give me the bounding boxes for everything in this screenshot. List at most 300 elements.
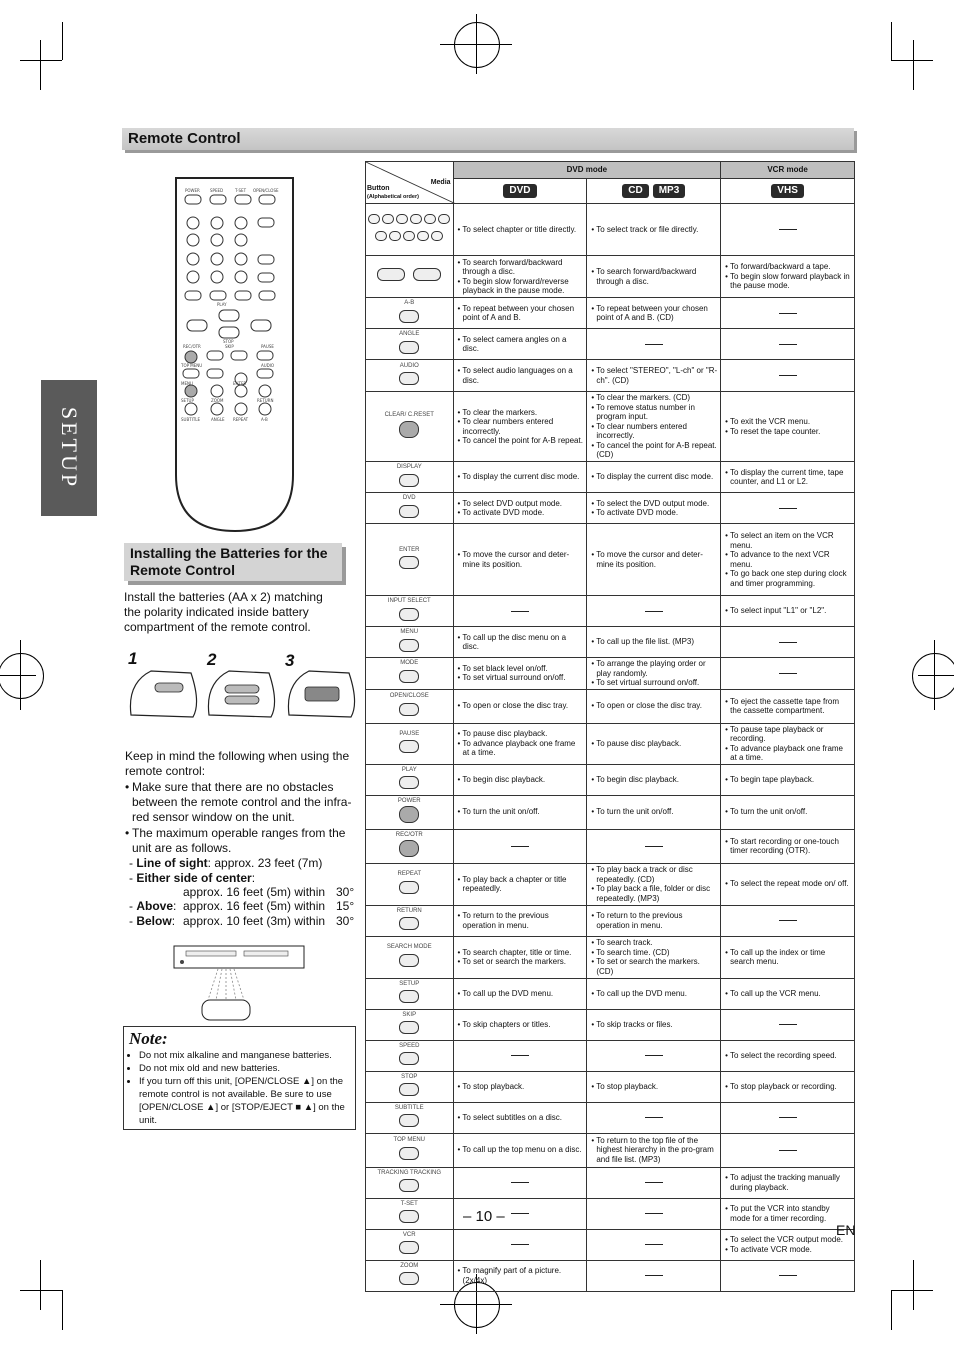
function-item: • To reset the tape counter. bbox=[730, 427, 851, 437]
setup-tab-label: SETUP bbox=[57, 406, 82, 490]
fast-forward-icon bbox=[413, 268, 441, 281]
button-name: SETUP bbox=[399, 980, 420, 987]
number-button-icon bbox=[382, 214, 394, 224]
function-cell bbox=[453, 204, 587, 256]
function-cell bbox=[721, 1009, 855, 1040]
function-cell bbox=[587, 1198, 721, 1229]
remote-button-icon bbox=[399, 639, 419, 652]
remote-button-icon bbox=[399, 608, 419, 621]
function-cell bbox=[721, 329, 855, 360]
dvd-logo-cell bbox=[453, 179, 587, 204]
function-cell bbox=[453, 1133, 587, 1167]
button-cell bbox=[366, 1102, 454, 1133]
crop-mark bbox=[913, 1260, 914, 1310]
function-item: • To open or close the disc tray. bbox=[463, 701, 584, 711]
function-list bbox=[724, 725, 851, 763]
svg-text:REC/OTR: REC/OTR bbox=[183, 344, 201, 349]
function-cell bbox=[721, 204, 855, 256]
function-list bbox=[590, 267, 717, 286]
function-item: • To skip chapters or titles. bbox=[463, 1020, 584, 1030]
function-list bbox=[457, 911, 584, 930]
function-item: • To search chapter, title or time. bbox=[463, 948, 584, 958]
function-cell bbox=[587, 627, 721, 658]
svg-text:SKIP: SKIP bbox=[225, 344, 234, 349]
function-cell bbox=[587, 905, 721, 936]
function-item: • To cancel the point for A-B repeat. (CD) bbox=[596, 441, 717, 460]
button-cell bbox=[366, 204, 454, 256]
function-cell bbox=[721, 978, 855, 1009]
svg-text:PAUSE: PAUSE bbox=[261, 344, 274, 349]
function-cell bbox=[453, 1260, 587, 1291]
function-list bbox=[590, 304, 717, 323]
function-list bbox=[590, 989, 717, 999]
function-cell bbox=[587, 596, 721, 627]
function-item: • To activate DVD mode. bbox=[463, 508, 584, 518]
function-cell bbox=[453, 493, 587, 524]
function-list bbox=[457, 225, 584, 235]
function-list bbox=[457, 1020, 584, 1030]
function-cell bbox=[587, 1040, 721, 1071]
function-list bbox=[724, 697, 851, 716]
function-cell bbox=[453, 1071, 587, 1102]
function-list bbox=[457, 1082, 584, 1092]
function-cell bbox=[587, 863, 721, 905]
function-item: • To search forward/backward through a disc. bbox=[463, 258, 584, 277]
function-cell bbox=[721, 360, 855, 392]
button-cell bbox=[366, 936, 454, 978]
function-cell bbox=[721, 627, 855, 658]
table-row bbox=[366, 1198, 855, 1229]
function-list bbox=[457, 664, 584, 683]
remote-button-icon bbox=[399, 1241, 419, 1254]
range-angle: 30° bbox=[336, 914, 355, 928]
button-name: SEARCH MODE bbox=[386, 944, 432, 950]
function-item: • To display the current disc mode. bbox=[463, 472, 584, 482]
function-list bbox=[724, 837, 851, 856]
vhs-logo-cell bbox=[721, 179, 855, 204]
crop-mark bbox=[20, 60, 62, 61]
table-row bbox=[366, 978, 855, 1009]
not-applicable-dash bbox=[779, 920, 797, 921]
remote-button-icon bbox=[399, 372, 419, 385]
button-name: STOP bbox=[401, 1073, 418, 1080]
table-row bbox=[366, 256, 855, 298]
not-applicable-dash bbox=[511, 846, 529, 847]
setup-side-tab bbox=[41, 380, 97, 516]
function-item: • To select the repeat mode on/ off. bbox=[730, 879, 851, 889]
remote-button-icon bbox=[399, 1114, 419, 1127]
function-list bbox=[457, 258, 584, 296]
function-list bbox=[457, 304, 584, 323]
section-header bbox=[122, 128, 854, 150]
remote-button-icon bbox=[399, 421, 419, 438]
remote-button-icon bbox=[399, 556, 419, 569]
function-cell bbox=[453, 936, 587, 978]
function-cell bbox=[587, 689, 721, 723]
number-button-icon bbox=[396, 214, 408, 224]
function-cell bbox=[721, 658, 855, 690]
svg-text:STOP: STOP bbox=[223, 339, 234, 344]
function-list bbox=[590, 1136, 717, 1165]
crop-mark bbox=[62, 1290, 63, 1330]
button-name: PLAY bbox=[401, 766, 417, 773]
note-box bbox=[123, 1026, 356, 1130]
remote-button-icon bbox=[399, 703, 419, 716]
not-applicable-dash bbox=[779, 1024, 797, 1025]
table-row bbox=[366, 298, 855, 329]
remote-button-icon bbox=[399, 840, 419, 857]
section-title: Remote Control bbox=[128, 130, 241, 147]
function-cell bbox=[453, 392, 587, 462]
registration-mark bbox=[0, 675, 36, 676]
function-cell bbox=[721, 1102, 855, 1133]
function-item: • To pause disc playback. bbox=[596, 739, 717, 749]
function-list bbox=[457, 989, 584, 999]
number-button-icon bbox=[375, 231, 387, 241]
function-item: • To play back a file, folder or disc repeatedly. (MP3) bbox=[596, 884, 717, 903]
function-item: • To cancel the point for A-B repeat. bbox=[463, 436, 584, 446]
function-item: • To pause disc playback. bbox=[463, 729, 584, 739]
button-cell bbox=[366, 863, 454, 905]
function-list bbox=[457, 1145, 584, 1155]
svg-text:POWER: POWER bbox=[185, 188, 200, 193]
registration-mark bbox=[0, 653, 44, 699]
function-list bbox=[590, 499, 717, 518]
remote-button-icon bbox=[399, 1210, 419, 1223]
function-item: • To set black level on/off. bbox=[463, 664, 584, 674]
button-cell bbox=[366, 524, 454, 596]
range-label: Either side of center bbox=[136, 871, 252, 885]
not-applicable-dash bbox=[511, 1182, 529, 1183]
function-list bbox=[724, 262, 851, 291]
function-list bbox=[724, 1051, 851, 1061]
button-name: MENU bbox=[400, 629, 419, 635]
rewind-icon bbox=[377, 268, 405, 281]
remote-button-icon bbox=[399, 670, 419, 683]
not-applicable-dash bbox=[779, 344, 797, 345]
function-item: • To display the current disc mode. bbox=[596, 472, 717, 482]
function-cell bbox=[721, 392, 855, 462]
note-item: • Do not mix old and new batteries. bbox=[139, 1062, 350, 1075]
function-item: • To go back one step during clock and timer programming. bbox=[730, 569, 851, 588]
function-list bbox=[590, 739, 717, 749]
button-name: A-B bbox=[404, 300, 415, 306]
svg-text:SUBTITLE: SUBTITLE bbox=[181, 417, 201, 422]
button-name: TRACKING TRACKING bbox=[377, 1169, 442, 1176]
table-row bbox=[366, 1040, 855, 1071]
crop-mark bbox=[40, 40, 41, 90]
button-cell bbox=[366, 596, 454, 627]
registration-mark bbox=[918, 675, 954, 676]
function-item: • To set or search the markers. bbox=[463, 957, 584, 967]
not-applicable-dash bbox=[645, 611, 663, 612]
remote-button-icon bbox=[399, 740, 419, 753]
function-cell bbox=[721, 689, 855, 723]
note-item: • If you turn off this unit, [OPEN/CLOSE ▲] on the remote control is not available. Be sure to use [OPEN/CLOSE ▲] or [STOP/EJECT ■ ▲] on the unit. bbox=[139, 1075, 350, 1127]
function-item: • To begin slow forward playback in the pause mode. bbox=[730, 272, 851, 291]
number-button-icon bbox=[438, 214, 450, 224]
remote-button-icon bbox=[399, 1021, 419, 1034]
crop-mark bbox=[891, 60, 933, 61]
function-cell bbox=[453, 795, 587, 829]
function-item: • To select the VCR output mode. bbox=[730, 1235, 851, 1245]
not-applicable-dash bbox=[779, 673, 797, 674]
svg-text:RETURN: RETURN bbox=[257, 398, 274, 403]
button-function-table bbox=[365, 161, 855, 1292]
function-cell bbox=[453, 1167, 587, 1198]
button-name: INPUT SELECT bbox=[387, 598, 431, 604]
button-name: ENTER bbox=[399, 546, 420, 553]
button-cell bbox=[366, 1040, 454, 1071]
function-list bbox=[590, 911, 717, 930]
table-row bbox=[366, 462, 855, 493]
not-applicable-dash bbox=[779, 375, 797, 376]
not-applicable-dash bbox=[779, 1117, 797, 1118]
function-item: • To select an item on the VCR menu. bbox=[730, 531, 851, 550]
function-list bbox=[590, 807, 717, 817]
function-item: • To display the current time, tape counter, and L1 or L2. bbox=[730, 468, 851, 487]
function-cell bbox=[453, 298, 587, 329]
crop-mark bbox=[40, 1260, 41, 1310]
button-name: DISPLAY bbox=[396, 464, 422, 470]
button-cell bbox=[366, 1133, 454, 1167]
function-item: • To select DVD output mode. bbox=[463, 499, 584, 509]
function-list bbox=[590, 550, 717, 569]
unit-range-illustration bbox=[172, 942, 308, 1022]
table-row bbox=[366, 627, 855, 658]
registration-mark bbox=[934, 640, 935, 710]
batteries-intro: Install the batteries (AA x 2) matching the polarity indicated inside battery compartment of the remote control. bbox=[124, 590, 323, 634]
step-number: 3 bbox=[285, 651, 295, 670]
not-applicable-dash bbox=[645, 1055, 663, 1056]
range-below: - Below: bbox=[129, 914, 176, 928]
remote-button-icon bbox=[399, 1052, 419, 1065]
button-name: T-SET bbox=[400, 1200, 418, 1207]
button-cell bbox=[366, 329, 454, 360]
remote-button-icon bbox=[399, 310, 419, 323]
function-cell bbox=[721, 795, 855, 829]
note-list bbox=[129, 1049, 350, 1127]
button-name: PAUSE bbox=[399, 730, 420, 737]
function-list bbox=[457, 472, 584, 482]
remote-button-icon bbox=[399, 806, 419, 823]
button-cell bbox=[366, 723, 454, 764]
function-list bbox=[590, 366, 717, 385]
range-value: : approx. 23 feet (7m) bbox=[207, 856, 323, 870]
crop-mark bbox=[62, 22, 63, 60]
function-item: • To activate DVD mode. bbox=[596, 508, 717, 518]
number-button-icon bbox=[368, 214, 380, 224]
function-cell bbox=[587, 1071, 721, 1102]
function-item: • To search track. bbox=[596, 938, 717, 948]
function-cell bbox=[453, 462, 587, 493]
function-item: • To select audio languages on a disc. bbox=[463, 366, 584, 385]
function-item: • To advance to the next VCR menu. bbox=[730, 550, 851, 569]
range-angle: 30° bbox=[336, 885, 355, 899]
function-cell bbox=[587, 360, 721, 392]
table-body bbox=[366, 204, 855, 1292]
function-item: • To stop playback. bbox=[596, 1082, 717, 1092]
button-cell bbox=[366, 1198, 454, 1229]
remote-button-icon bbox=[399, 341, 419, 354]
function-cell bbox=[587, 764, 721, 795]
range-label: Line of sight bbox=[136, 856, 208, 870]
remote-button-icon bbox=[399, 505, 419, 518]
function-cell bbox=[587, 658, 721, 690]
function-item: • To stop playback or recording. bbox=[730, 1082, 851, 1092]
not-applicable-dash bbox=[511, 1213, 529, 1214]
button-name: REC/OTR bbox=[395, 831, 423, 838]
table-row bbox=[366, 863, 855, 905]
function-item: • To magnify part of a picture. (2x/4x) bbox=[463, 1266, 584, 1285]
alpha-label: (Alphabetical order) bbox=[367, 194, 419, 200]
function-item: • To begin slow forward/reverse playback in the pause mode. bbox=[463, 277, 584, 296]
function-cell bbox=[453, 689, 587, 723]
function-cell bbox=[587, 795, 721, 829]
remote-button-icon bbox=[399, 881, 419, 894]
svg-text:A-B: A-B bbox=[261, 417, 268, 422]
function-item: • To open or close the disc tray. bbox=[596, 701, 717, 711]
button-cell bbox=[366, 462, 454, 493]
step-number: 1 bbox=[128, 649, 138, 668]
remote-button-icon bbox=[399, 1083, 419, 1096]
note-title: Note: bbox=[129, 1029, 168, 1048]
step-number: 2 bbox=[207, 650, 217, 669]
function-list bbox=[457, 335, 584, 354]
function-list bbox=[590, 472, 717, 482]
button-name: DVD bbox=[402, 495, 416, 501]
bullet-ranges: • The maximum operable ranges from the unit are as follows. bbox=[125, 826, 357, 856]
function-list bbox=[724, 807, 851, 817]
function-item: • To begin disc playback. bbox=[463, 775, 584, 785]
function-item: • To return to the top file of the highest hierarchy in the pro-gram and file list. (MP3) bbox=[596, 1136, 717, 1165]
function-cell bbox=[453, 524, 587, 596]
function-cell bbox=[587, 829, 721, 863]
button-name: SUBTITLE bbox=[394, 1104, 424, 1111]
function-item: • To turn the unit on/off. bbox=[730, 807, 851, 817]
function-cell bbox=[587, 392, 721, 462]
table-row bbox=[366, 905, 855, 936]
button-cell bbox=[366, 1071, 454, 1102]
function-item: • To play back a track or disc repeatedly. (CD) bbox=[596, 865, 717, 884]
table-row bbox=[366, 829, 855, 863]
button-cell bbox=[366, 658, 454, 690]
button-cell bbox=[366, 689, 454, 723]
not-applicable-dash bbox=[779, 229, 797, 230]
function-cell bbox=[587, 1229, 721, 1260]
table-row bbox=[366, 795, 855, 829]
not-applicable-dash bbox=[779, 1150, 797, 1151]
function-cell bbox=[453, 1040, 587, 1071]
remote-button-icon bbox=[399, 954, 419, 967]
function-cell bbox=[587, 462, 721, 493]
function-cell bbox=[453, 596, 587, 627]
function-cell bbox=[587, 1167, 721, 1198]
function-cell bbox=[453, 627, 587, 658]
cd-logo: CD bbox=[622, 184, 648, 198]
function-cell bbox=[453, 360, 587, 392]
range-value: approx. 16 feet (5m) within bbox=[183, 885, 326, 899]
button-cell bbox=[366, 764, 454, 795]
function-cell bbox=[453, 1009, 587, 1040]
keep-in-mind-text: Keep in mind the following when using the remote control: bbox=[125, 749, 350, 778]
not-applicable-dash bbox=[645, 846, 663, 847]
function-cell bbox=[453, 863, 587, 905]
button-cell bbox=[366, 905, 454, 936]
function-item: • To select input "L1" or "L2". bbox=[730, 606, 851, 616]
function-item: • To play back a chapter or title repeatedly. bbox=[463, 875, 584, 894]
function-list bbox=[457, 729, 584, 758]
svg-text:ENTER: ENTER bbox=[233, 381, 247, 386]
vcr-mode-header: VCR mode bbox=[721, 162, 855, 179]
function-item: • To select the DVD output mode. bbox=[596, 499, 717, 509]
function-item: • To set or search the markers. (CD) bbox=[596, 957, 717, 976]
range-value: approx. 16 feet (5m) within bbox=[183, 899, 326, 913]
svg-text:MENU: MENU bbox=[181, 381, 193, 386]
bullet-obstacles-text: Make sure that there are no obstacles between the remote control and the infra-red sensor window on the unit. bbox=[132, 780, 352, 824]
range-line-of-sight: - Line of sight: approx. 23 feet (7m) bbox=[129, 856, 323, 870]
function-list bbox=[590, 701, 717, 711]
function-list bbox=[457, 499, 584, 518]
remote-button-icon bbox=[399, 917, 419, 930]
registration-mark bbox=[454, 22, 500, 68]
function-cell bbox=[721, 1229, 855, 1260]
function-cell bbox=[453, 905, 587, 936]
function-item: • To clear the markers. (CD) bbox=[596, 393, 717, 403]
remote-button-icon bbox=[399, 776, 419, 789]
button-name: ANGLE bbox=[399, 331, 420, 337]
bullet-ranges-text: The maximum operable ranges from the unit are as follows. bbox=[132, 826, 346, 855]
function-item: • To select subtitles on a disc. bbox=[463, 1113, 584, 1123]
table-row bbox=[366, 329, 855, 360]
svg-text:AUDIO: AUDIO bbox=[261, 363, 275, 368]
crop-mark bbox=[891, 1290, 933, 1291]
table-row bbox=[366, 392, 855, 462]
function-item: • To stop playback. bbox=[463, 1082, 584, 1092]
svg-text:TOP MENU: TOP MENU bbox=[181, 363, 203, 368]
cd-mp3-logo-cell bbox=[587, 179, 721, 204]
function-cell bbox=[587, 978, 721, 1009]
function-list bbox=[724, 417, 851, 436]
svg-text:REPEAT: REPEAT bbox=[233, 417, 249, 422]
function-cell bbox=[587, 204, 721, 256]
function-cell bbox=[587, 1009, 721, 1040]
table-row bbox=[366, 1102, 855, 1133]
button-cell bbox=[366, 256, 454, 298]
function-cell bbox=[587, 1102, 721, 1133]
button-name: RETURN bbox=[396, 907, 422, 914]
function-cell bbox=[453, 764, 587, 795]
not-applicable-dash bbox=[779, 313, 797, 314]
remote-button-icon bbox=[399, 1272, 419, 1285]
function-list bbox=[457, 550, 584, 569]
function-item: • To repeat between your chosen point of A and B. (CD) bbox=[596, 304, 717, 323]
function-list bbox=[724, 1204, 851, 1223]
table-row bbox=[366, 524, 855, 596]
not-applicable-dash bbox=[779, 508, 797, 509]
function-item: • To search time. (CD) bbox=[596, 948, 717, 958]
function-list bbox=[457, 633, 584, 652]
function-item: • To call up the disc menu on a disc. bbox=[463, 633, 584, 652]
function-item: • To eject the cassette tape from the cassette compartment. bbox=[730, 697, 851, 716]
range-angle: 15° bbox=[336, 899, 355, 913]
function-item: • To put the VCR into standby mode for a timer recording. bbox=[730, 1204, 851, 1223]
table-row bbox=[366, 764, 855, 795]
function-list bbox=[724, 879, 851, 889]
button-name: REPEAT bbox=[397, 871, 422, 877]
button-cell bbox=[366, 829, 454, 863]
registration-mark bbox=[912, 653, 954, 699]
